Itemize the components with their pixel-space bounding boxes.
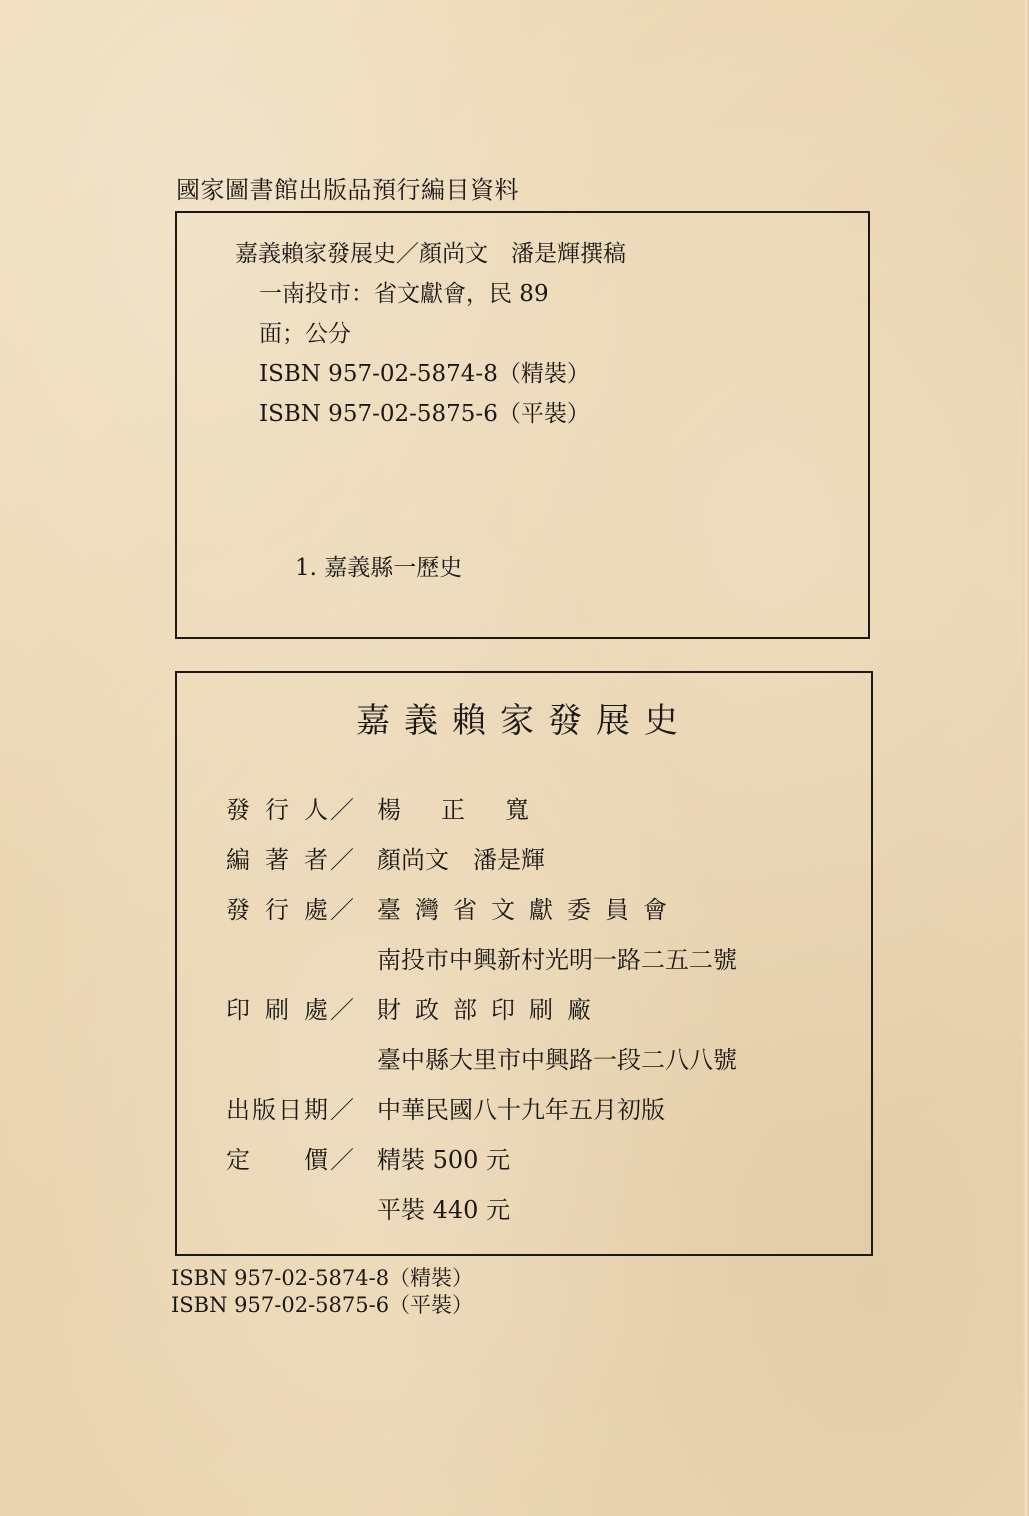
cip-subject-line: 1. 嘉義縣一歷史 xyxy=(295,555,463,581)
cip-record-box xyxy=(175,211,870,639)
issuer-value: 臺灣省文獻委員會 xyxy=(377,896,681,924)
issuer-label-text: 發行處 xyxy=(226,896,328,924)
cip-isbn-paperback: ISBN 957-02-5875-6（平裝） xyxy=(259,401,590,427)
editor-label-text: 編著者 xyxy=(226,846,328,874)
editor-value: 顏尚文 潘是輝 xyxy=(377,846,545,874)
publish-date-label-text: 出版日期 xyxy=(226,1096,328,1124)
price-label xyxy=(226,1140,354,1175)
separator: ／ xyxy=(330,796,354,824)
separator: ／ xyxy=(330,896,354,924)
editor-label xyxy=(226,840,354,875)
book-title: 嘉義賴家發展史 xyxy=(356,701,692,741)
cip-title-line: 嘉義賴家發展史／顏尚文 潘是輝撰稿 xyxy=(235,241,626,267)
imprint-box xyxy=(175,671,873,1256)
price-hardcover: 精裝 500 元 xyxy=(377,1146,511,1174)
separator: ／ xyxy=(330,996,354,1024)
printer-value: 財政部印刷廠 xyxy=(377,996,605,1024)
publisher-label-text: 發行人 xyxy=(226,796,328,824)
page-edge xyxy=(1023,0,1029,1516)
printer-address: 臺中縣大里市中興路一段二八八號 xyxy=(377,1046,737,1074)
publish-date-value: 中華民國八十九年五月初版 xyxy=(377,1096,665,1124)
cip-publisher-line: 一南投市：省文獻會，民 89 xyxy=(259,281,549,307)
price-paperback: 平裝 440 元 xyxy=(377,1196,511,1224)
issuer-label xyxy=(226,890,354,925)
publisher-value: 楊正寬 xyxy=(377,796,569,824)
price-label-text: 定價 xyxy=(226,1146,328,1174)
printer-label xyxy=(226,990,354,1025)
footer-isbn-paperback: ISBN 957-02-5875-6（平裝） xyxy=(171,1293,474,1317)
publish-date-label xyxy=(226,1090,354,1125)
issuer-address: 南投市中興新村光明一路二五二號 xyxy=(377,946,737,974)
footer-isbn-hardcover: ISBN 957-02-5874-8（精裝） xyxy=(171,1266,474,1290)
cip-isbn-hardcover: ISBN 957-02-5874-8（精裝） xyxy=(259,361,590,387)
cip-heading: 國家圖書館出版品預行編目資料 xyxy=(176,176,519,204)
separator: ／ xyxy=(330,1096,354,1124)
cip-physical-line: 面；公分 xyxy=(259,321,351,347)
publisher-label xyxy=(226,790,354,825)
printer-label-text: 印刷處 xyxy=(226,996,328,1024)
separator: ／ xyxy=(330,846,354,874)
separator: ／ xyxy=(330,1146,354,1174)
